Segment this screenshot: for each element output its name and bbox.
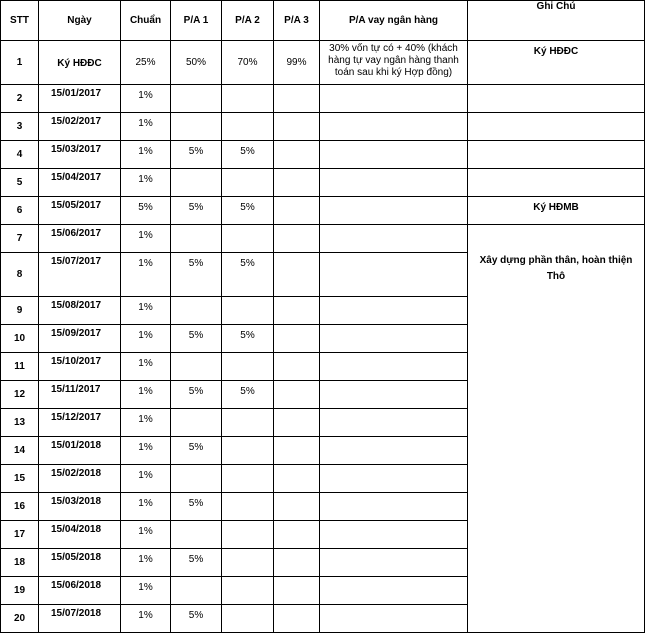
row-standard: 1% bbox=[121, 437, 171, 465]
row-pa3 bbox=[274, 113, 320, 141]
row-standard: 5% bbox=[121, 197, 171, 225]
header-note: Ghi Chú bbox=[468, 1, 645, 41]
row-pa2: 5% bbox=[222, 381, 274, 409]
row-standard: 1% bbox=[121, 493, 171, 521]
row-stt: 18 bbox=[1, 549, 39, 577]
row-pa2 bbox=[222, 549, 274, 577]
row-standard: 1% bbox=[121, 353, 171, 381]
table-row bbox=[1, 113, 645, 141]
row-pa2 bbox=[222, 465, 274, 493]
row-pa1: 5% bbox=[171, 605, 222, 633]
row-note: Ký HĐĐC bbox=[468, 41, 645, 85]
row-standard: 1% bbox=[121, 113, 171, 141]
row-stt: 12 bbox=[1, 381, 39, 409]
row-standard: 1% bbox=[121, 325, 171, 353]
row-date: 15/02/2018 bbox=[39, 465, 121, 493]
row-note bbox=[468, 85, 645, 113]
row-bank bbox=[320, 465, 468, 493]
row-standard: 1% bbox=[121, 253, 171, 297]
row-stt: 13 bbox=[1, 409, 39, 437]
row-date: 15/07/2018 bbox=[39, 605, 121, 633]
row-date: 15/07/2017 bbox=[39, 253, 121, 297]
row-date: 15/11/2017 bbox=[39, 381, 121, 409]
row-stt: 15 bbox=[1, 465, 39, 493]
table-row bbox=[1, 41, 645, 85]
header-standard: Chuẩn bbox=[121, 1, 171, 41]
row-standard: 1% bbox=[121, 225, 171, 253]
header-pa3: P/A 3 bbox=[274, 1, 320, 41]
row-stt: 8 bbox=[1, 253, 39, 297]
row-bank bbox=[320, 409, 468, 437]
row-pa3 bbox=[274, 169, 320, 197]
table-row bbox=[1, 197, 645, 225]
row-pa3: 99% bbox=[274, 41, 320, 85]
row-note bbox=[468, 169, 645, 197]
row-bank bbox=[320, 353, 468, 381]
header-pa2: P/A 2 bbox=[222, 1, 274, 41]
row-pa2 bbox=[222, 225, 274, 253]
row-date: 15/03/2017 bbox=[39, 141, 121, 169]
row-bank bbox=[320, 141, 468, 169]
row-pa1: 5% bbox=[171, 325, 222, 353]
row-pa3 bbox=[274, 141, 320, 169]
row-pa2 bbox=[222, 297, 274, 325]
header-date: Ngày bbox=[39, 1, 121, 41]
row-stt: 11 bbox=[1, 353, 39, 381]
row-bank bbox=[320, 549, 468, 577]
row-pa1 bbox=[171, 113, 222, 141]
row-pa3 bbox=[274, 225, 320, 253]
row-bank bbox=[320, 297, 468, 325]
row-pa3 bbox=[274, 297, 320, 325]
row-pa1 bbox=[171, 297, 222, 325]
table-row bbox=[1, 169, 645, 197]
row-pa1 bbox=[171, 169, 222, 197]
row-date: 15/04/2018 bbox=[39, 521, 121, 549]
row-pa1: 5% bbox=[171, 381, 222, 409]
row-date: 15/01/2018 bbox=[39, 437, 121, 465]
row-date: 15/10/2017 bbox=[39, 353, 121, 381]
row-standard: 1% bbox=[121, 549, 171, 577]
table-row bbox=[1, 85, 645, 113]
row-pa2 bbox=[222, 605, 274, 633]
row-pa1 bbox=[171, 465, 222, 493]
row-stt: 5 bbox=[1, 169, 39, 197]
row-note bbox=[468, 141, 645, 169]
row-standard: 1% bbox=[121, 409, 171, 437]
row-pa1 bbox=[171, 409, 222, 437]
row-pa1 bbox=[171, 353, 222, 381]
row-bank bbox=[320, 197, 468, 225]
header-row bbox=[1, 1, 645, 41]
row-standard: 1% bbox=[121, 521, 171, 549]
row-pa1 bbox=[171, 577, 222, 605]
row-pa2 bbox=[222, 85, 274, 113]
row-pa1: 5% bbox=[171, 493, 222, 521]
row-note bbox=[468, 113, 645, 141]
row-pa1 bbox=[171, 225, 222, 253]
row-pa1 bbox=[171, 521, 222, 549]
row-bank bbox=[320, 169, 468, 197]
row-stt: 1 bbox=[1, 41, 39, 85]
row-standard: 1% bbox=[121, 465, 171, 493]
row-stt: 3 bbox=[1, 113, 39, 141]
row-stt: 16 bbox=[1, 493, 39, 521]
row-bank bbox=[320, 325, 468, 353]
row-pa3 bbox=[274, 197, 320, 225]
row-pa3 bbox=[274, 605, 320, 633]
row-stt: 2 bbox=[1, 85, 39, 113]
row-pa3 bbox=[274, 577, 320, 605]
row-pa1: 50% bbox=[171, 41, 222, 85]
row-date: Ký HĐĐC bbox=[39, 41, 121, 85]
row-pa3 bbox=[274, 381, 320, 409]
row-pa3 bbox=[274, 549, 320, 577]
row-date: 15/04/2017 bbox=[39, 169, 121, 197]
row-bank bbox=[320, 437, 468, 465]
row-bank bbox=[320, 85, 468, 113]
row-stt: 4 bbox=[1, 141, 39, 169]
row-date: 15/02/2017 bbox=[39, 113, 121, 141]
row-bank bbox=[320, 225, 468, 253]
row-stt: 9 bbox=[1, 297, 39, 325]
row-pa2 bbox=[222, 521, 274, 549]
row-pa2 bbox=[222, 409, 274, 437]
row-bank bbox=[320, 253, 468, 297]
row-standard: 1% bbox=[121, 577, 171, 605]
row-bank: 30% vốn tự có + 40% (khách hàng tự vay ngân hàng thanh toán sau khi ký Hợp đồng) bbox=[320, 41, 468, 85]
row-standard: 1% bbox=[121, 169, 171, 197]
row-pa2 bbox=[222, 437, 274, 465]
row-standard: 1% bbox=[121, 85, 171, 113]
merged-note: Xây dựng phần thân, hoàn thiện Thô bbox=[468, 225, 645, 633]
row-pa3 bbox=[274, 325, 320, 353]
row-standard: 1% bbox=[121, 141, 171, 169]
row-date: 15/03/2018 bbox=[39, 493, 121, 521]
row-date: 15/12/2017 bbox=[39, 409, 121, 437]
row-pa3 bbox=[274, 353, 320, 381]
row-date: 15/05/2018 bbox=[39, 549, 121, 577]
row-date: 15/06/2017 bbox=[39, 225, 121, 253]
row-pa2 bbox=[222, 169, 274, 197]
row-pa3 bbox=[274, 465, 320, 493]
row-pa2: 5% bbox=[222, 197, 274, 225]
row-pa2: 5% bbox=[222, 253, 274, 297]
header-stt: STT bbox=[1, 1, 39, 41]
row-pa1: 5% bbox=[171, 141, 222, 169]
row-date: 15/01/2017 bbox=[39, 85, 121, 113]
row-standard: 1% bbox=[121, 297, 171, 325]
row-pa1: 5% bbox=[171, 253, 222, 297]
row-stt: 20 bbox=[1, 605, 39, 633]
row-pa3 bbox=[274, 85, 320, 113]
row-pa2 bbox=[222, 113, 274, 141]
row-pa1: 5% bbox=[171, 197, 222, 225]
row-bank bbox=[320, 113, 468, 141]
row-bank bbox=[320, 493, 468, 521]
table-row bbox=[1, 225, 645, 253]
row-date: 15/05/2017 bbox=[39, 197, 121, 225]
row-standard: 1% bbox=[121, 381, 171, 409]
row-date: 15/08/2017 bbox=[39, 297, 121, 325]
row-pa3 bbox=[274, 521, 320, 549]
row-pa2: 70% bbox=[222, 41, 274, 85]
row-note: Ký HĐMB bbox=[468, 197, 645, 225]
row-bank bbox=[320, 577, 468, 605]
row-pa2: 5% bbox=[222, 325, 274, 353]
row-date: 15/06/2018 bbox=[39, 577, 121, 605]
row-stt: 7 bbox=[1, 225, 39, 253]
row-bank bbox=[320, 521, 468, 549]
row-bank bbox=[320, 605, 468, 633]
row-stt: 6 bbox=[1, 197, 39, 225]
row-pa2 bbox=[222, 353, 274, 381]
row-pa1: 5% bbox=[171, 549, 222, 577]
row-pa2: 5% bbox=[222, 141, 274, 169]
row-stt: 19 bbox=[1, 577, 39, 605]
row-pa3 bbox=[274, 493, 320, 521]
row-pa2 bbox=[222, 493, 274, 521]
row-standard: 1% bbox=[121, 605, 171, 633]
row-pa3 bbox=[274, 253, 320, 297]
row-date: 15/09/2017 bbox=[39, 325, 121, 353]
header-pa1: P/A 1 bbox=[171, 1, 222, 41]
row-pa1: 5% bbox=[171, 437, 222, 465]
table-row bbox=[1, 141, 645, 169]
row-stt: 14 bbox=[1, 437, 39, 465]
row-bank bbox=[320, 381, 468, 409]
row-pa3 bbox=[274, 437, 320, 465]
row-stt: 10 bbox=[1, 325, 39, 353]
row-pa1 bbox=[171, 85, 222, 113]
row-pa2 bbox=[222, 577, 274, 605]
row-standard: 25% bbox=[121, 41, 171, 85]
row-pa3 bbox=[274, 409, 320, 437]
header-bank: P/A vay ngân hàng bbox=[320, 1, 468, 41]
row-stt: 17 bbox=[1, 521, 39, 549]
